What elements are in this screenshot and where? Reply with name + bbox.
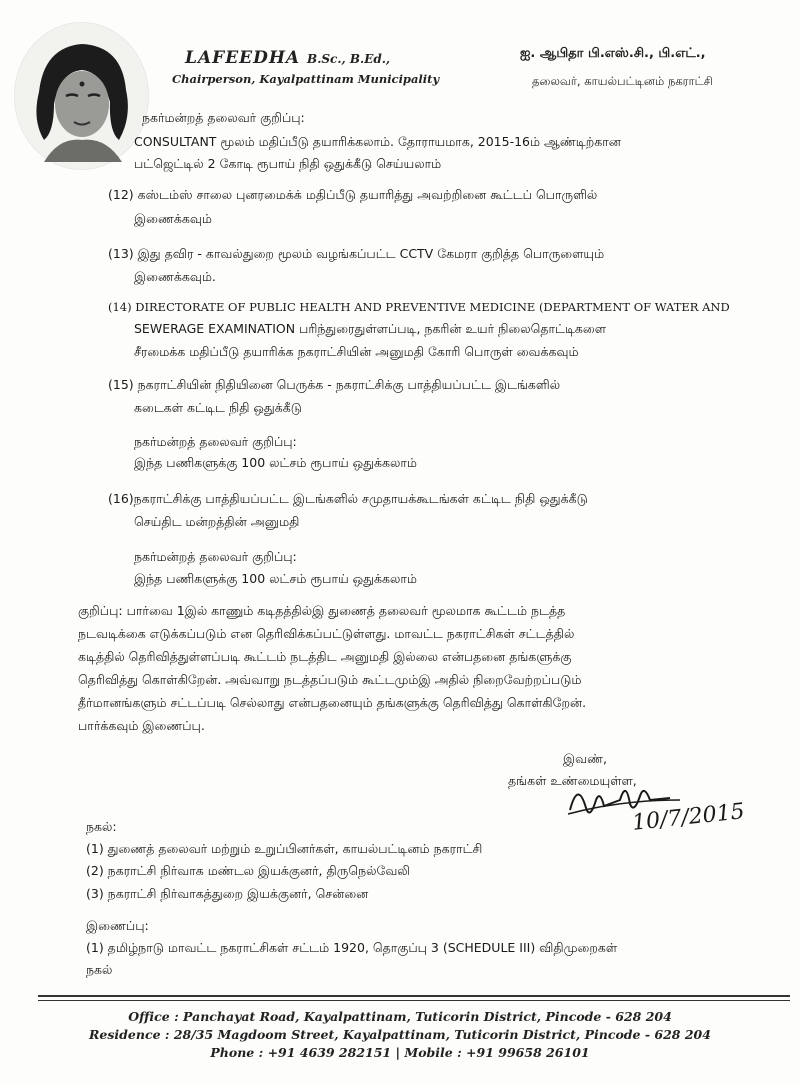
copies-heading: நகல்: [86, 819, 117, 834]
copy-item-3: (3) நகராட்சி நிர்வாகத்துறை இயக்குனர், சென்னை [86, 886, 369, 901]
footer-residence: Residence : 28/35 Magdoom Street, Kayalpattinam, Tuticorin District, Pincode - 628 204 [89, 1027, 711, 1042]
closing-faithfully: தங்கள் உண்மையுள்ள, [508, 773, 637, 788]
consultant-line: CONSULTANT மூலம் மதிப்பீடு தயாரிக்கலாம். தோராயமாக, 2015-16ம் ஆண்டிற்கான [134, 134, 621, 149]
item-15: (15) நகராட்சியின் நிதியினை பெருக்க - நகராட்சிக்கு பாத்தியப்பட்ட இடங்களில் [108, 377, 561, 392]
item-13: (13) இது தவிர - காவல்துறை மூலம் வழங்கப்பட்ட CCTV கேமரா குறித்த பொருளையும் [108, 246, 605, 261]
header-tamil-subtitle: தலைவர், காயல்பட்டினம் நகராட்சி [532, 74, 713, 88]
enclosure-line-2: நகல் [86, 962, 113, 977]
footer-rule-thin [38, 1000, 790, 1001]
footer-phone: Phone : +91 4639 282151 | Mobile : +91 99658 26101 [210, 1045, 590, 1060]
item-13-cont: இணைக்கவும். [134, 269, 216, 284]
copy-item-2: (2) நகராட்சி நிர்வாக மண்டல இயக்குனர், திருநெல்வேலி [86, 863, 411, 878]
enclosure-heading: இணைப்பு: [86, 918, 149, 933]
header-name: LAFEEDHA B.Sc., B.Ed., [185, 48, 391, 68]
budget-line: பட்ஜெட்டில் 2 கோடி ரூபாய் நிதி ஒதுக்கீடு செய்யலாம் [134, 156, 442, 171]
item-12: (12) கஸ்டம்ஸ் சாலை புனரமைக்க் மதிப்பீடு தயாரித்து அவற்றினை கூட்டப் பொருளில் [108, 187, 598, 202]
item-16: (16)நகராட்சிக்கு பாத்தியப்பட்ட இடங்களில் சமுதாயக்கூடங்கள் கட்டிட நிதி ஒதுக்கீடு [108, 491, 588, 506]
item-14: (14) DIRECTORATE OF PUBLIC HEALTH AND PREVENTIVE MEDICINE (DEPARTMENT OF WATER AND [108, 300, 730, 314]
chairperson-portrait [14, 22, 149, 170]
note-line-5: தீர்மானங்களும் சட்டப்படி செல்லாது என்பதனையும் தங்களுக்கு தெரிவித்து கொள்கிறேன். [78, 695, 587, 710]
item-15-note: இந்த பணிகளுக்கு 100 லட்சம் ரூபாய் ஒதுக்கலாம் [134, 455, 417, 470]
item-15-note-heading: நகர்மன்றத் தலைவர் குறிப்பு: [134, 434, 297, 449]
signature-date: 10/7/2015 [631, 799, 746, 836]
item-14-cont-2: சீரமைக்க மதிப்பீடு தயாரிக்க நகராட்சியின் அனுமதி கோரி பொருள் வைக்கவும் [134, 344, 579, 359]
footer-rule-thick [38, 995, 790, 997]
note-line-3: கடித்தில் தெரிவித்துள்ளப்படி கூட்டம் நடத்திட அனுமதி இல்லை என்பதனை தங்களுக்கு [78, 649, 572, 664]
portrait-image [14, 22, 149, 170]
header-tamil-name: ஐ. ஆபிதா பி.எஸ்.சி., பி.எட்., [520, 46, 706, 61]
item-12-cont: இணைக்கவும் [134, 211, 212, 226]
item-15-cont: கடைகள் கட்டிட நிதி ஒதுக்கீடு [134, 400, 302, 415]
footer-office: Office : Panchayat Road, Kayalpattinam, Tuticorin District, Pincode - 628 204 [128, 1009, 672, 1024]
note-line-4: தெரிவித்து கொள்கிறேன். அவ்வாறு நடத்தப்படும் கூட்டமும்இ அதில் நிறைவேற்றப்படும் [78, 672, 582, 687]
copy-item-1: (1) துணைத் தலைவர் மற்றும் உறுப்பினர்கள், காயல்பட்டினம் நகராட்சி [86, 841, 483, 856]
enclosure-line-1: (1) தமிழ்நாடு மாவட்ட நகராட்சிகள் சட்டம் 1920, தொகுப்பு 3 (SCHEDULE III) விதிமுறைகள் [86, 940, 618, 955]
closing-yours: இவண், [563, 751, 608, 766]
note-line-1: குறிப்பு: பார்வை 1இல் காணும் கடிதத்தில்இ துணைத் தலைவர் மூலமாக கூட்டம் நடத்த [78, 603, 566, 618]
note-line-2: நடவடிக்கை எடுக்கப்படும் என தெரிவிக்கப்பட்டுள்ளது. மாவட்ட நகராட்சிகள் சட்டத்தில் [78, 626, 575, 641]
item-14-cont: SEWERAGE EXAMINATION பரிந்துரைதுள்ளப்படி, நகரின் உயர் நிலைதொட்டிகளை [134, 321, 607, 336]
item-16-note-heading: நகர்மன்றத் தலைவர் குறிப்பு: [134, 549, 297, 564]
item-16-cont: செய்திட மன்றத்தின் அனுமதி [134, 514, 300, 529]
item-16-note: இந்த பணிகளுக்கு 100 லட்சம் ரூபாய் ஒதுக்கலாம் [134, 571, 417, 586]
chair-note-heading: நகர்மன்றத் தலைவர் குறிப்பு: [142, 110, 305, 125]
header-subtitle: Chairperson, Kayalpattinam Municipality [172, 72, 440, 86]
note-line-6: பார்க்கவும் இணைப்பு. [78, 718, 205, 733]
